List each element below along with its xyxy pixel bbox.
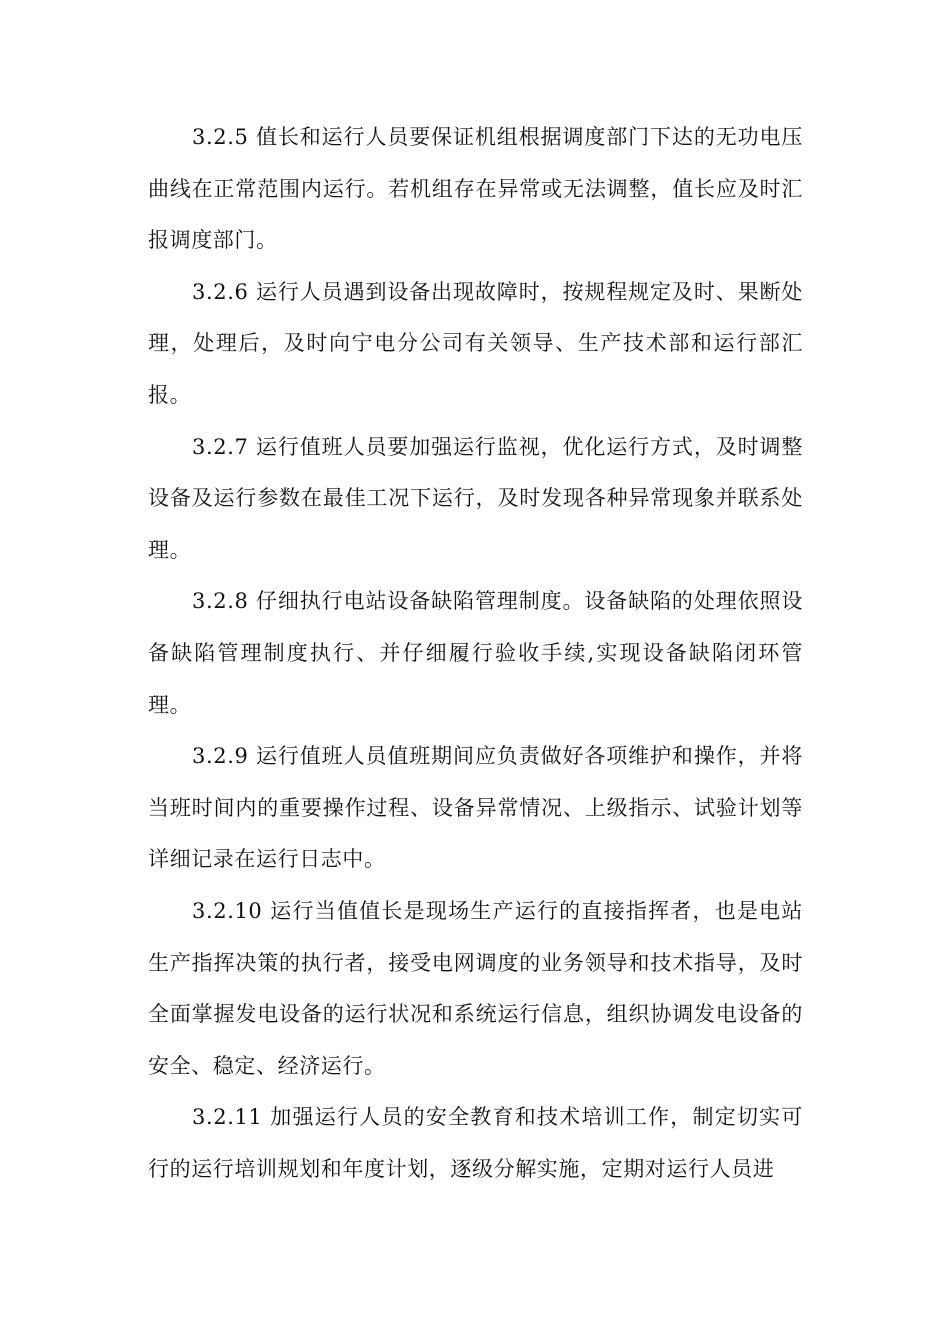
paragraph-3-2-10: 3.2.10 运行当值值长是现场生产运行的直接指挥者，也是电站生产指挥决策的执行者，接受电网调度的业务领导和技术指导，及时全面掌握发电设备的运行状况和系统运行信息，组织协调发电设备的安全、稳定、经济运行。 bbox=[148, 898, 803, 1078]
paragraph-3-2-11: 3.2.11 加强运行人员的安全教育和技术培训工作，制定切实可行的运行培训规划和年度计划，逐级分解实施，定期对运行人员进 bbox=[148, 1105, 803, 1181]
paragraph-3-2-7: 3.2.7 运行值班人员要加强运行监视，优化运行方式，及时调整设备及运行参数在最佳工况下运行，及时发现各种异常现象并联系处理。 bbox=[148, 434, 803, 562]
document-body bbox=[148, 112, 803, 1195]
paragraph-3-2-8: 3.2.8 仔细执行电站设备缺陷管理制度。设备缺陷的处理依照设备缺陷管理制度执行、并仔细履行验收手续,实现设备缺陷闭环管理。 bbox=[148, 589, 803, 717]
paragraph-3-2-5: 3.2.5 值长和运行人员要保证机组根据调度部门下达的无功电压曲线在正常范围内运行。若机组存在异常或无法调整，值长应及时汇报调度部门。 bbox=[148, 125, 803, 253]
paragraph-3-2-6: 3.2.6 运行人员遇到设备出现故障时，按规程规定及时、果断处理，处理后，及时向宁电分公司有关领导、生产技术部和运行部汇报。 bbox=[148, 279, 803, 407]
paragraph-3-2-9: 3.2.9 运行值班人员值班期间应负责做好各项维护和操作，并将当班时间内的重要操作过程、设备异常情况、上级指示、试验计划等详细记录在运行日志中。 bbox=[148, 744, 803, 872]
